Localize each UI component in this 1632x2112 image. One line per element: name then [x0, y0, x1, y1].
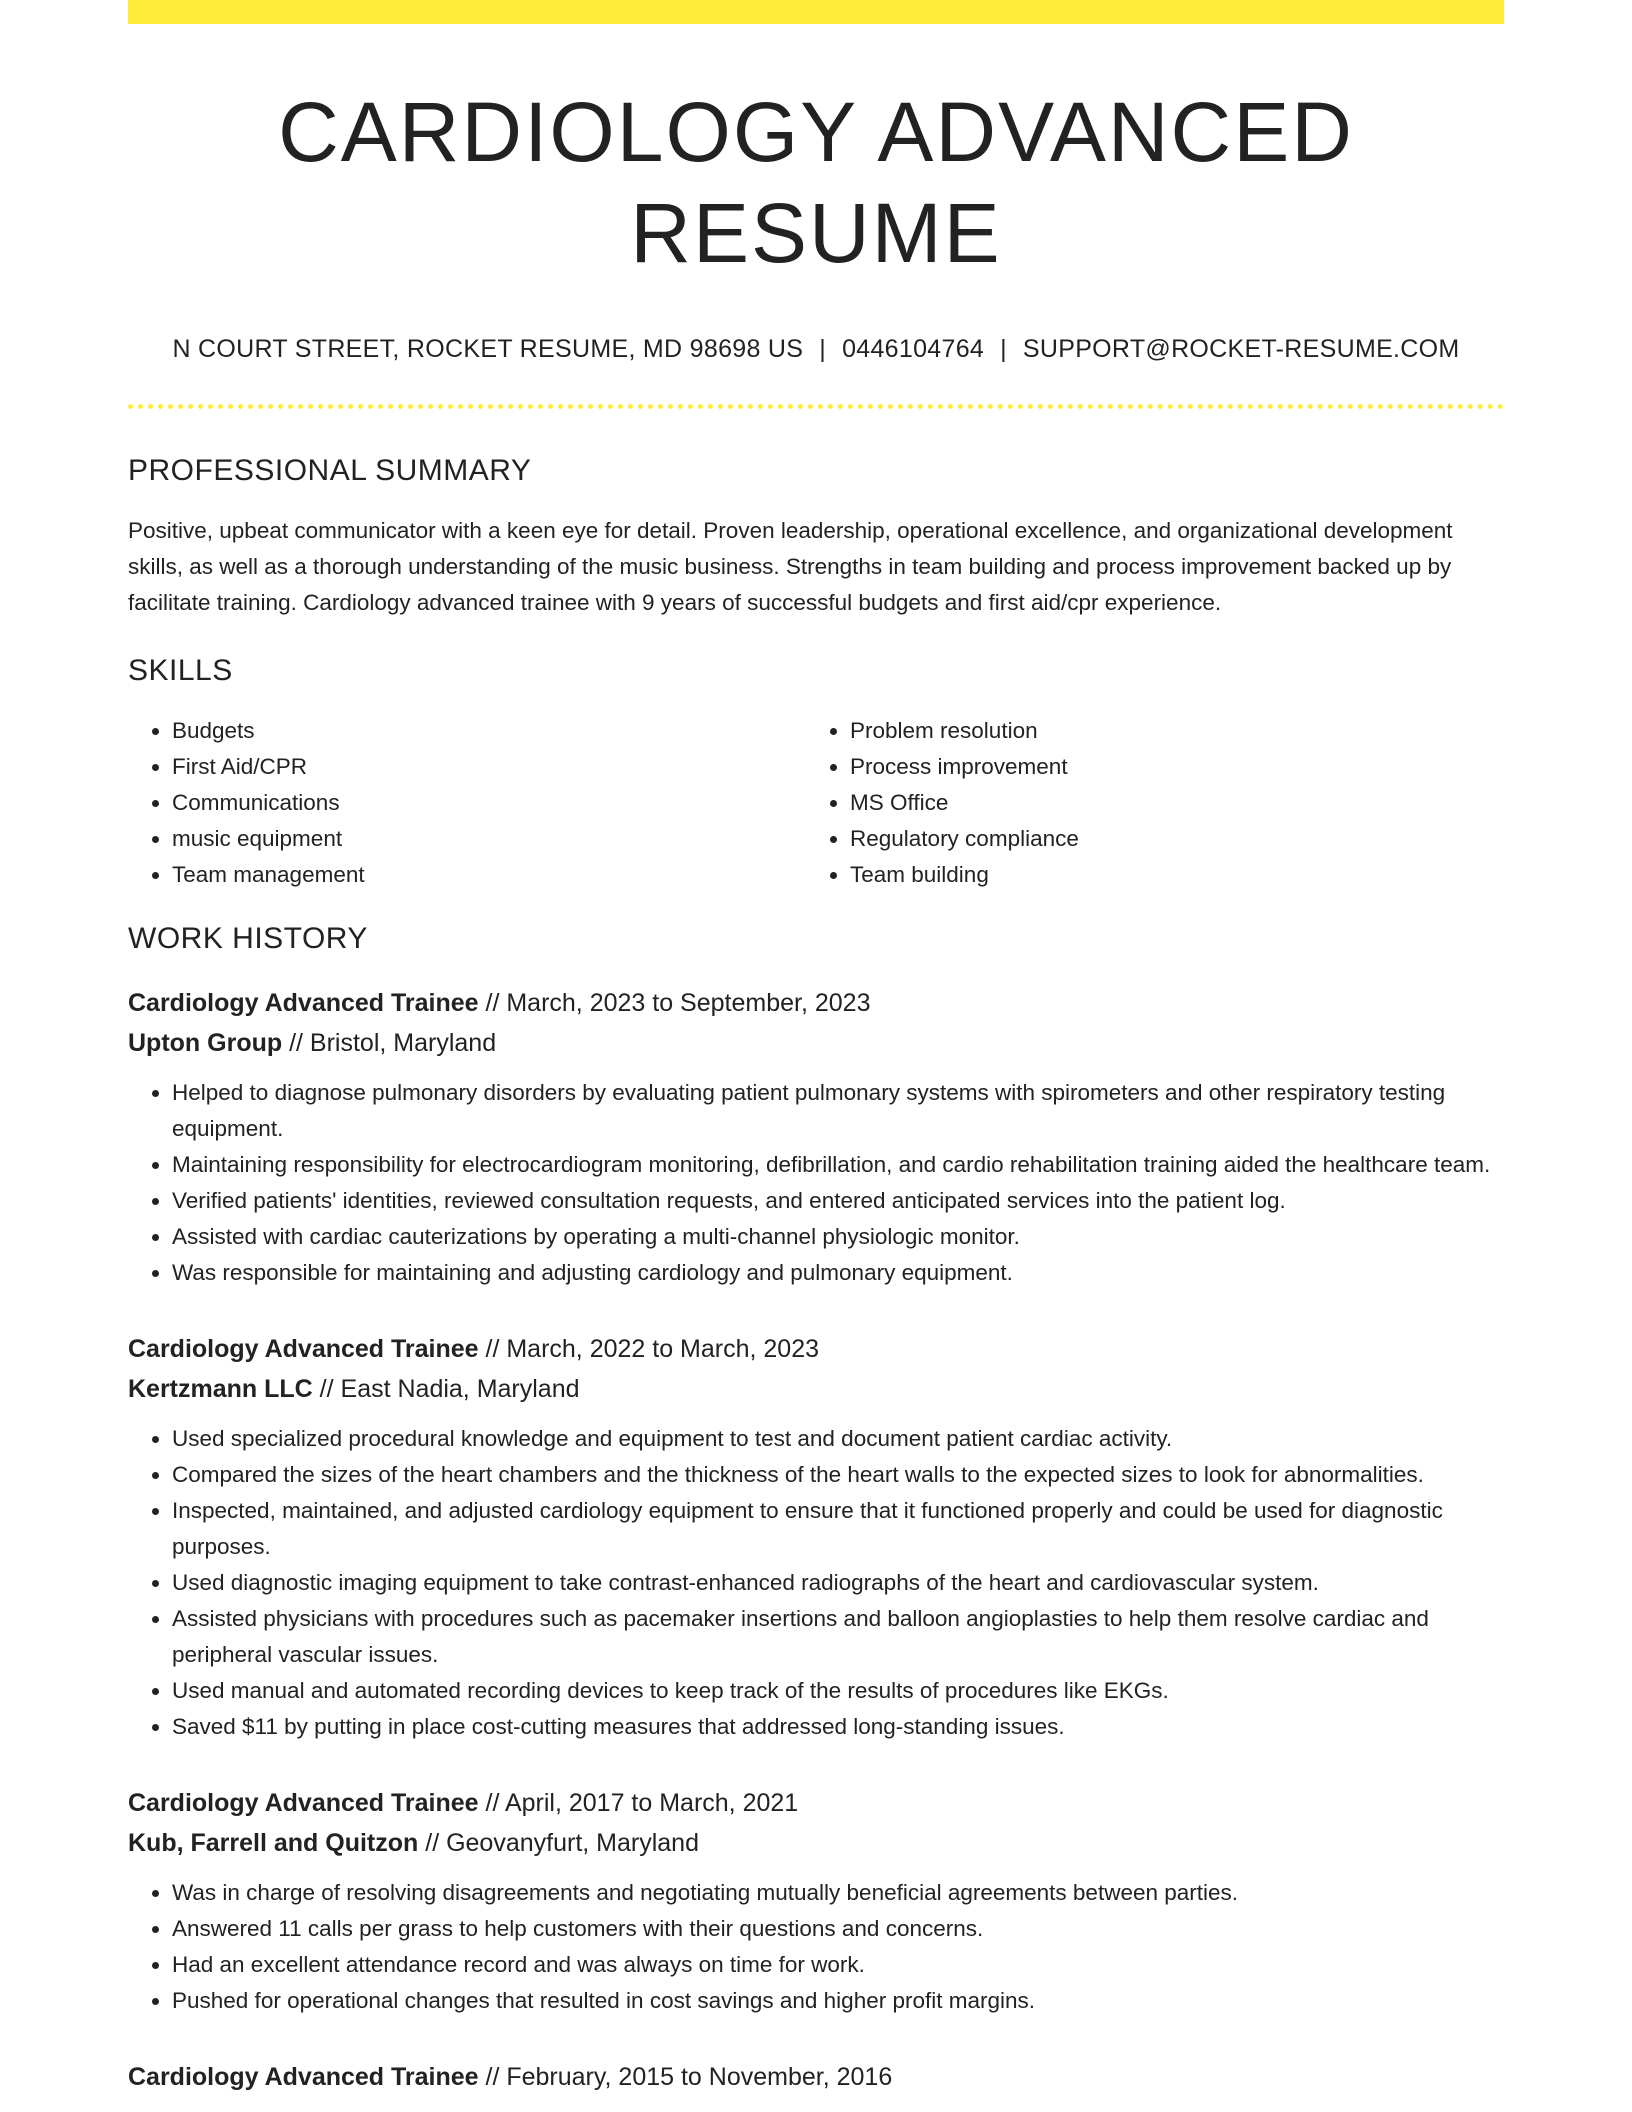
- job-company: Kertzmann LLC: [128, 1374, 313, 1403]
- skill-item: • Budgets: [172, 713, 806, 749]
- job-entry: [128, 2057, 1504, 2097]
- job-bullets: [128, 1421, 1504, 1745]
- job-bullet: • Was in charge of resolving disagreements and negotiating mutually beneficial agreements between parties.: [172, 1875, 1504, 1911]
- job-bullet: • Used specialized procedural knowledge and equipment to test and document patient cardiac activity.: [172, 1421, 1504, 1457]
- skills-column-right: [806, 713, 1484, 893]
- job-dates: // March, 2023 to September, 2023: [478, 988, 871, 1017]
- job-bullet: • Pushed for operational changes that resulted in cost savings and higher profit margins.: [172, 1983, 1504, 2019]
- accent-top-bar: [128, 0, 1504, 24]
- job-employer: [128, 1023, 1504, 1063]
- job-title: Cardiology Advanced Trainee: [128, 2062, 479, 2091]
- job-bullets: [128, 1075, 1504, 1291]
- job-bullet: • Assisted with cardiac cauterizations by operating a multi-channel physiologic monitor.: [172, 1219, 1504, 1255]
- summary-text: Positive, upbeat communicator with a keen eye for detail. Proven leadership, operational excellence, and organizational development skills, as well as a thorough understanding of the music business. Strengths in team building and process improvement backed up by facilitate training. Cardiology advanced trainee with 9 years of successful budgets and first aid/cpr experience.: [128, 517, 1453, 615]
- job-bullet: • Used manual and automated recording devices to keep track of the results of procedures like EKGs.: [172, 1673, 1504, 1709]
- job-employer: [128, 1823, 1504, 1863]
- job-entry: [128, 1329, 1504, 1745]
- skill-item: • Regulatory compliance: [850, 821, 1484, 857]
- skill-item: • Communications: [172, 785, 806, 821]
- job-title: Cardiology Advanced Trainee: [128, 1788, 479, 1817]
- skill-item: • Process improvement: [850, 749, 1484, 785]
- job-dates: // April, 2017 to March, 2021: [478, 1788, 799, 1817]
- section-title-skills: SKILLS: [128, 653, 233, 687]
- job-title: Cardiology Advanced Trainee: [128, 1334, 479, 1363]
- resume-title: CARDIOLOGY ADVANCED RESUME: [278, 85, 1354, 280]
- skill-item: • Team management: [172, 857, 806, 893]
- contact-email: SUPPORT@ROCKET-RESUME.COM: [1022, 334, 1460, 363]
- job-heading: [128, 983, 1504, 1023]
- job-bullet: • Verified patients' identities, reviewed consultation requests, and entered anticipated services into the patient log.: [172, 1183, 1504, 1219]
- contact-separator: |: [1000, 334, 1007, 363]
- job-entry: [128, 983, 1504, 1291]
- job-company: Kub, Farrell and Quitzon: [128, 1828, 419, 1857]
- job-bullet: • Maintaining responsibility for electrocardiogram monitoring, defibrillation, and cardio rehabilitation training aided the healthcare team.: [172, 1147, 1504, 1183]
- contact-phone: 0446104764: [842, 334, 985, 363]
- contact-line: [128, 334, 1504, 364]
- job-bullet: • Helped to diagnose pulmonary disorders by evaluating patient pulmonary systems with spirometers and other respiratory testing equipment.: [172, 1075, 1504, 1147]
- job-company: Upton Group: [128, 1028, 283, 1057]
- job-heading: [128, 2057, 1504, 2097]
- job-dates: // March, 2022 to March, 2023: [478, 1334, 820, 1363]
- section-title-work-history: WORK HISTORY: [128, 921, 368, 955]
- skill-item: • Team building: [850, 857, 1484, 893]
- job-bullets: [128, 1875, 1504, 2019]
- job-bullet: • Inspected, maintained, and adjusted cardiology equipment to ensure that it functioned properly and could be used for diagnostic purposes.: [172, 1493, 1504, 1565]
- skills-list: [128, 713, 1504, 893]
- job-entry: [128, 1783, 1504, 2019]
- job-bullet: • Used diagnostic imaging equipment to take contrast-enhanced radiographs of the heart and cardiovascular system.: [172, 1565, 1504, 1601]
- skill-item: • MS Office: [850, 785, 1484, 821]
- job-bullet: • Had an excellent attendance record and was always on time for work.: [172, 1947, 1504, 1983]
- skill-item: • First Aid/CPR: [172, 749, 806, 785]
- job-location: // Geovanyfurt, Maryland: [418, 1828, 699, 1857]
- skills-column-left: [128, 713, 806, 893]
- job-bullet: • Compared the sizes of the heart chambers and the thickness of the heart walls to the expected sizes to look for abnormalities.: [172, 1457, 1504, 1493]
- job-bullet: • Assisted physicians with procedures such as pacemaker insertions and balloon angioplasties to help them resolve cardiac and peripheral vascular issues.: [172, 1601, 1504, 1673]
- job-title: Cardiology Advanced Trainee: [128, 988, 479, 1017]
- resume-page: [128, 0, 1504, 2097]
- skill-item: • Problem resolution: [850, 713, 1484, 749]
- job-heading: [128, 1783, 1504, 1823]
- job-dates: // February, 2015 to November, 2016: [478, 2062, 893, 2091]
- job-bullet: • Saved $11 by putting in place cost-cutting measures that addressed long-standing issues.: [172, 1709, 1504, 1745]
- contact-separator: |: [819, 334, 827, 363]
- section-title-summary: PROFESSIONAL SUMMARY: [128, 453, 532, 487]
- job-location: // East Nadia, Maryland: [312, 1374, 580, 1403]
- job-bullet: • Answered 11 calls per grass to help customers with their questions and concerns.: [172, 1911, 1504, 1947]
- job-bullet: • Was responsible for maintaining and adjusting cardiology and pulmonary equipment.: [172, 1255, 1504, 1291]
- dotted-divider: [128, 404, 1504, 409]
- skill-item: • music equipment: [172, 821, 806, 857]
- job-location: // Bristol, Maryland: [282, 1028, 497, 1057]
- job-heading: [128, 1329, 1504, 1369]
- contact-address: N COURT STREET, ROCKET RESUME, MD 98698 US: [172, 334, 804, 363]
- job-employer: [128, 1369, 1504, 1409]
